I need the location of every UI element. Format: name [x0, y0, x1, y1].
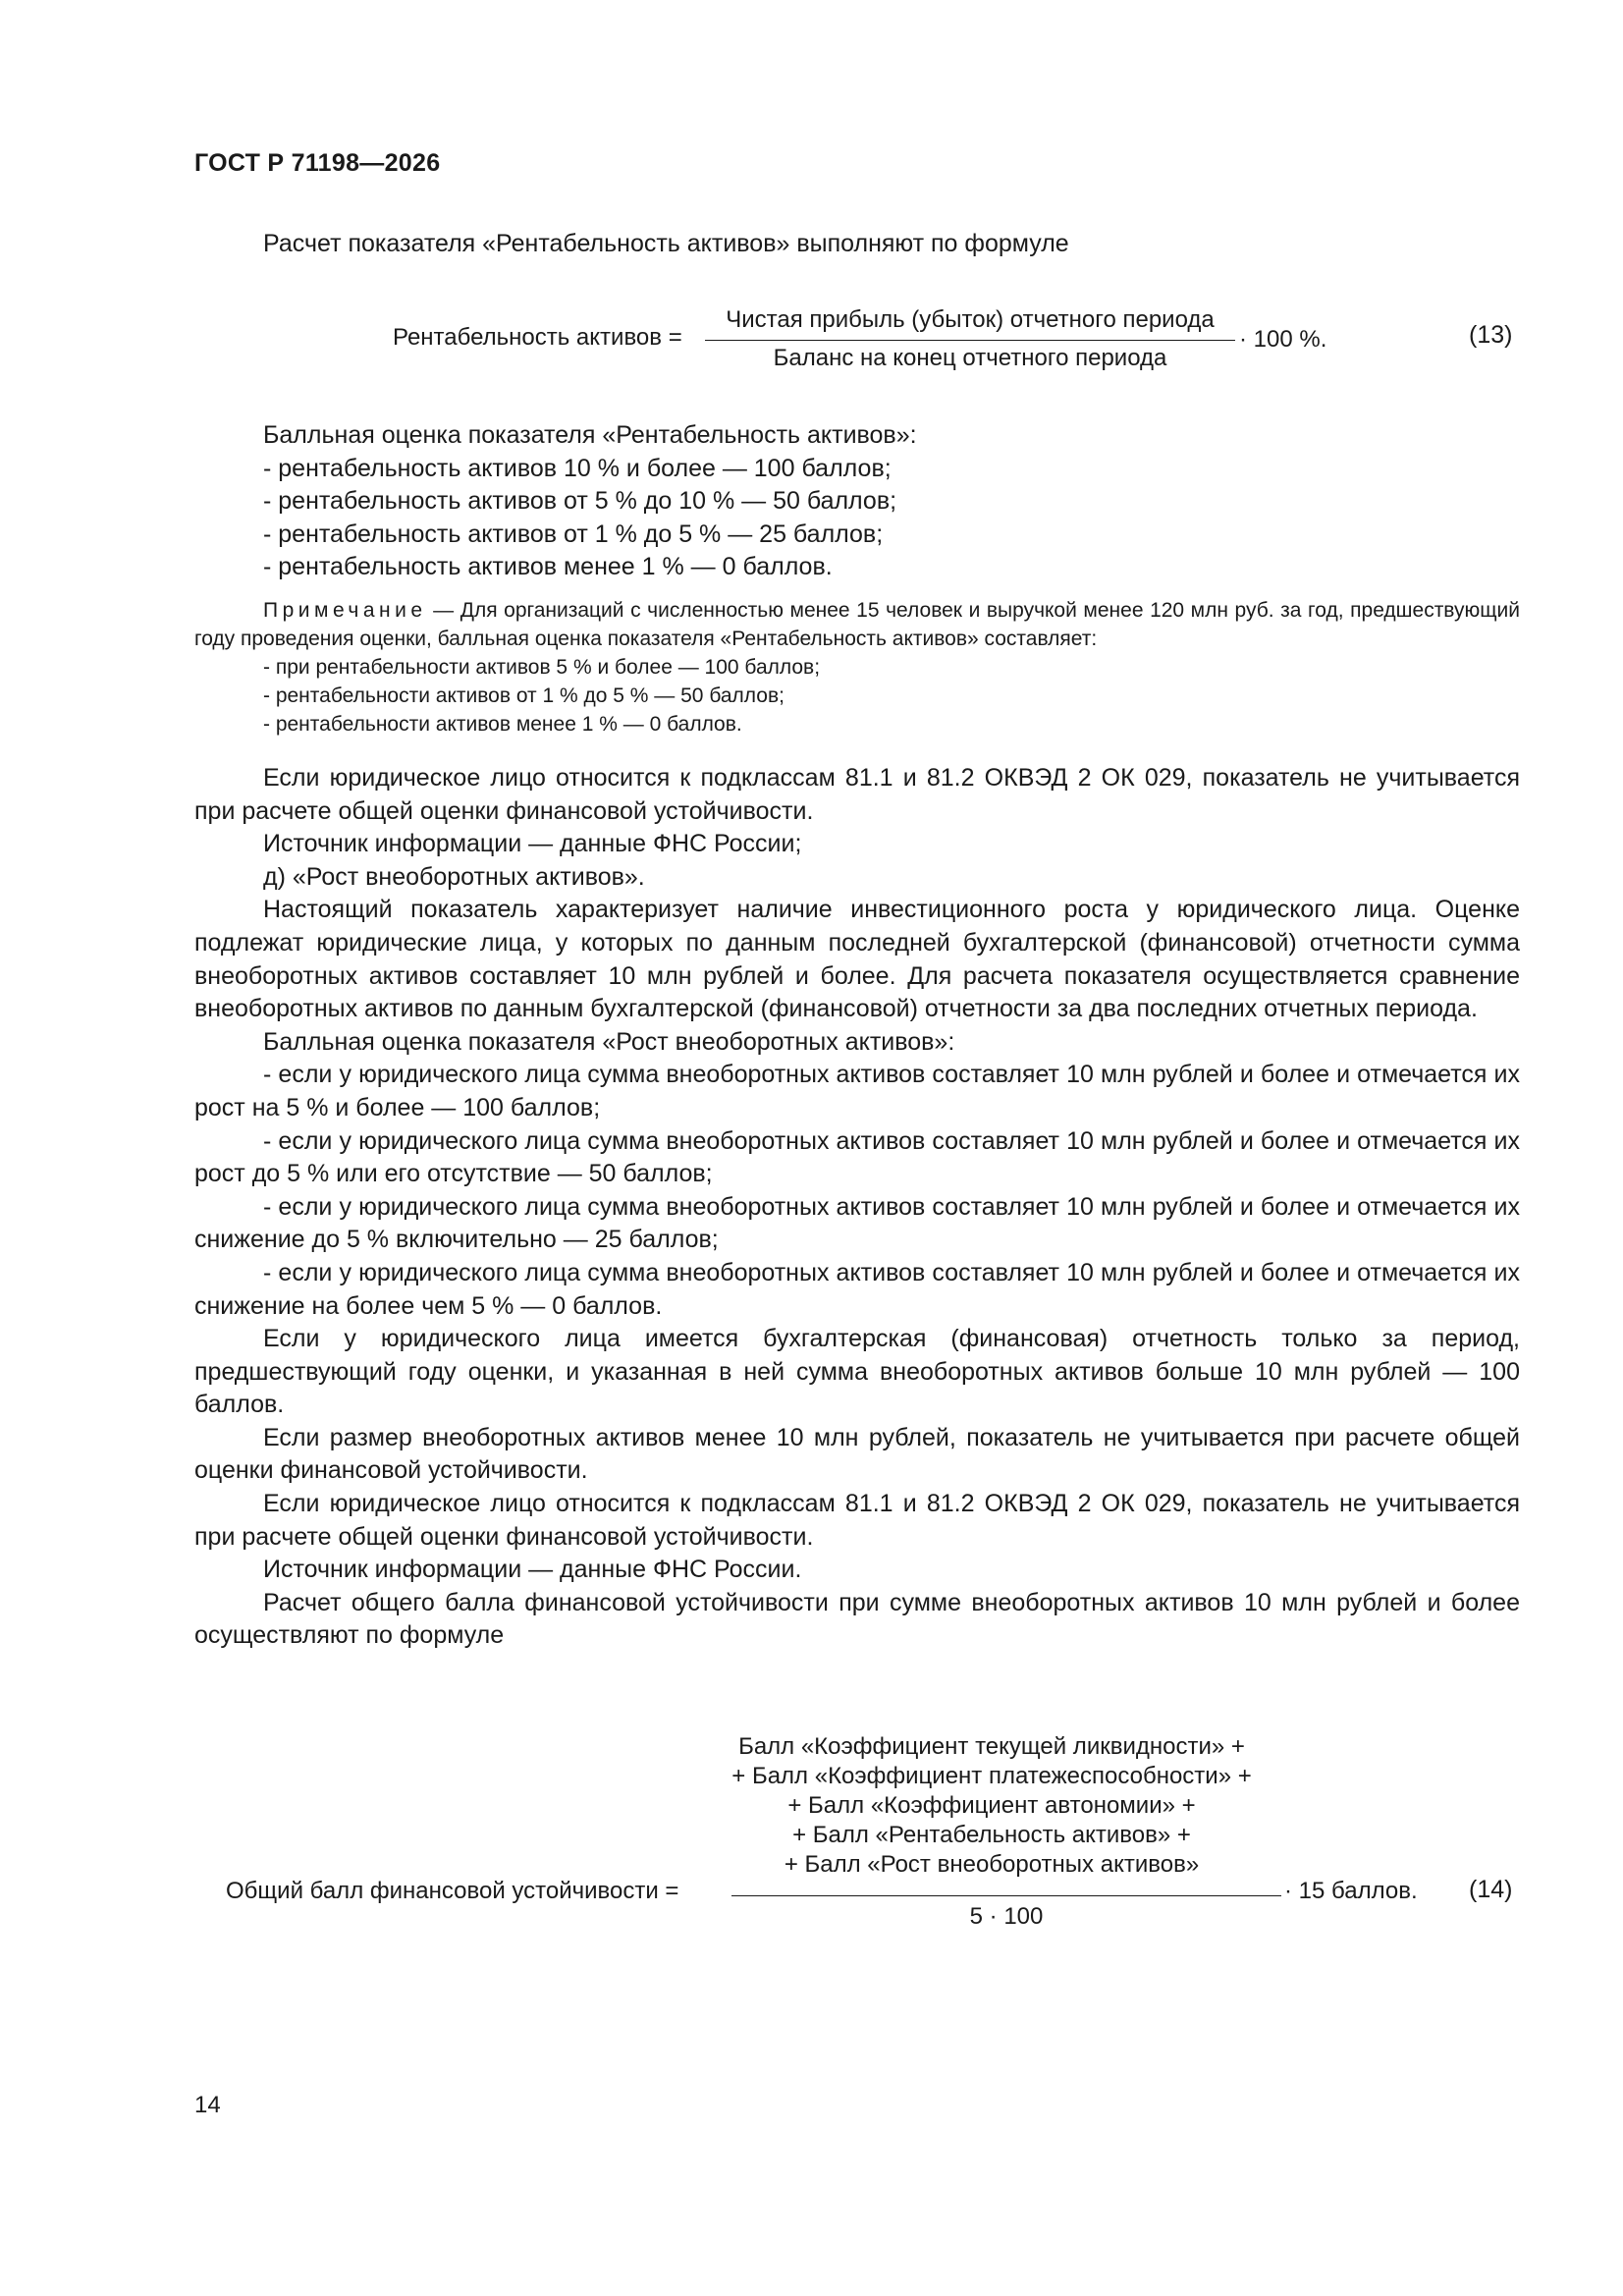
formula-13-lhs: Рентабельность активов = — [393, 324, 682, 351]
intro-text: Расчет показателя «Рентабельность активов» выполняют по формуле — [263, 230, 1069, 257]
paragraph: Если у юридического лица имеется бухгалтерская (финансовая) отчетность только за период, предшествующий году оценки, и указанная в ней сумма внеоборотных активов больше 10 млн рублей — 100 баллов. — [194, 1325, 1520, 1419]
paragraph: Настоящий показатель характеризует наличие инвестиционного роста у юридического лица. Оценке подлежат юридические лица, у которых по данным последней бухгалтерской (финансовой) отчетности сумма внеоборотных активов составляет 10 млн рублей и более. Для расчета показателя осуществляется сравнение внеоборотных активов по данным бухгалтерской (финансовой) отчетности за два последних отчетных периода. — [194, 896, 1520, 1023]
formula-13-fraction-line — [705, 340, 1235, 341]
paragraph: - если у юридического лица сумма внеоборотных активов составляет 10 млн рублей и более и отмечается их рост до 5 % или его отсутствие — 50 баллов; — [194, 1126, 1520, 1188]
roa-score-item: - рентабельность активов менее 1 % — 0 баллов. — [263, 553, 833, 581]
intro-paragraph — [194, 228, 1520, 261]
note-item: - при рентабельности активов 5 % и более — 100 баллов; — [263, 656, 821, 679]
formula-13-number: (13) — [1469, 321, 1513, 349]
formula-14-factor: · 15 баллов. — [1284, 1878, 1418, 1904]
paragraph: Балльная оценка показателя «Рост внеоборотных активов»: — [263, 1027, 955, 1056]
paragraph: Источник информации — данные ФНС России. — [263, 1556, 802, 1584]
document-header: ГОСТ Р 71198—2026 — [194, 149, 441, 177]
paragraph: Расчет общего балла финансовой устойчивости при сумме внеоборотных активов 10 млн рублей и более осуществляют по формуле — [194, 1588, 1520, 1650]
paragraph: Если юридическое лицо относится к подклассам 81.1 и 81.2 ОКВЭД 2 ОК 029, показатель не учитывается при расчете общей оценки финансовой устойчивости. — [194, 764, 1520, 825]
note-block — [194, 596, 1520, 738]
formula-14-lhs: Общий балл финансовой устойчивости = — [226, 1878, 679, 1904]
formula-13-denominator: Баланс на конец отчетного периода — [773, 345, 1167, 371]
formula-13-numerator: Чистая прибыль (убыток) отчетного периода — [726, 306, 1215, 333]
formula-14-numerator-line: + Балл «Рост внеоборотных активов» — [784, 1851, 1200, 1878]
paragraph: Источник информации — данные ФНС России; — [263, 830, 802, 858]
roa-score-block — [194, 419, 1520, 584]
formula-14-fraction-line — [731, 1895, 1281, 1896]
note-paragraph — [194, 596, 1520, 653]
roa-score-item: - рентабельность активов от 1 % до 5 % — 25 баллов; — [263, 519, 884, 548]
formula-13-factor: · 100 %. — [1239, 326, 1327, 353]
paragraph: Если юридическое лицо относится к подклассам 81.1 и 81.2 ОКВЭД 2 ОК 029, показатель не учитывается при расчете общей оценки финансовой устойчивости. — [194, 1490, 1520, 1551]
note-item: - рентабельности активов менее 1 % — 0 баллов. — [263, 713, 742, 736]
paragraph: - если у юридического лица сумма внеоборотных активов составляет 10 млн рублей и более и отмечается их рост на 5 % и более — 100 баллов; — [194, 1061, 1520, 1121]
note-item: - рентабельности активов от 1 % до 5 % — 50 баллов; — [263, 684, 784, 707]
roa-score-title: Балльная оценка показателя «Рентабельность активов»: — [263, 421, 917, 449]
paragraph: - если у юридического лица сумма внеоборотных активов составляет 10 млн рублей и более и отмечается их снижение до 5 % включительно — 25 баллов; — [194, 1192, 1520, 1254]
page-number: 14 — [194, 2092, 221, 2118]
formula-14-numerator — [687, 1732, 1296, 1880]
formula-14-numerator-line: + Балл «Коэффициент платежеспособности» + — [731, 1763, 1252, 1789]
formula-14-numerator-line: + Балл «Коэффициент автономии» + — [787, 1792, 1196, 1819]
paragraph: - если у юридического лица сумма внеоборотных активов составляет 10 млн рублей и более и отмечается их снижение на более чем 5 % — 0 баллов. — [194, 1258, 1520, 1320]
paragraph: Если размер внеоборотных активов менее 10 млн рублей, показатель не учитывается при расчете общей оценки финансовой устойчивости. — [194, 1423, 1520, 1485]
formula-14-denominator: 5 · 100 — [969, 1903, 1044, 1930]
formula-14-numerator-line: Балл «Коэффициент текущей ликвидности» + — [738, 1733, 1245, 1760]
formula-14-number: (14) — [1469, 1876, 1513, 1903]
paragraph: д) «Рост внеоборотных активов». — [263, 862, 645, 891]
note-text: — Для организаций с численностью менее 15 человек и выручкой менее 120 млн руб. за год, предшествующий году проведения оценки, балльная оценка показателя «Рентабельность активов» составляет: — [194, 599, 1520, 650]
formula-14-numerator-line: + Балл «Рентабельность активов» + — [792, 1822, 1191, 1848]
roa-score-item: - рентабельность активов от 5 % до 10 % — 50 баллов; — [263, 487, 897, 516]
note-label: Примечание — [263, 599, 427, 622]
main-body — [194, 762, 1520, 1653]
roa-score-item: - рентабельность активов 10 % и более — 100 баллов; — [263, 454, 892, 482]
